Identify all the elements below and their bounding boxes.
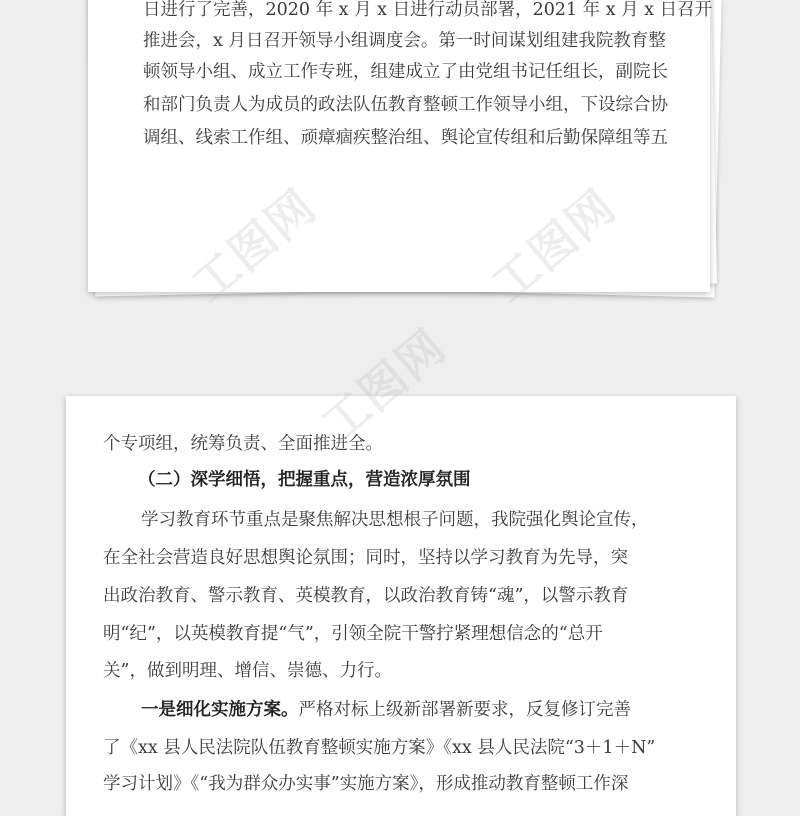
watermark-1: 工图网 xyxy=(181,178,327,313)
watermark-2: 工图网 xyxy=(481,178,627,313)
para1-line-2: 在全社会营造良好思想舆论氛围；同时，坚持以学习教育为先导，突 xyxy=(103,548,628,568)
para2-lead-rest: 严格对标上级新部署新要求，反复修订完善 xyxy=(298,700,631,720)
watermark-3: 工图网 xyxy=(311,318,457,453)
top-line-3: 顿领导小组、成立工作专班，组建成立了由党组书记任组长，副院长 xyxy=(143,62,668,82)
top-line-1: 日进行了完善，2020 年 x 月 x 日进行动员部署，2021 年 x 月 x 日召开 xyxy=(143,0,713,20)
para2-line-1 xyxy=(141,700,631,720)
top-line-5: 调组、线索工作组、顽瘴痼疾整治组、舆论宣传组和后勤保障组等五 xyxy=(143,128,668,148)
para2-line-2: 了《xx 县人民法院队伍教育整顿实施方案》《xx 县人民法院“3＋1＋N” xyxy=(103,738,656,758)
para1-line-3: 出政治教育、警示教育、英模教育，以政治教育铸“魂”，以警示教育 xyxy=(103,586,629,606)
section-heading: （二）深学细悟，把握重点，营造浓厚氛围 xyxy=(138,470,471,490)
para1-line-1: 学习教育环节重点是聚焦解决思想根子问题，我院强化舆论宣传， xyxy=(141,510,649,530)
top-line-4: 和部门负责人为成员的政法队伍教育整顿工作领导小组，下设综合协 xyxy=(143,95,668,115)
para2-bold-lead: 一是细化实施方案。 xyxy=(141,700,299,720)
para2-line-3: 学习计划》《“我为群众办实事”实施方案》，形成推动教育整顿工作深 xyxy=(103,774,629,794)
para1-line-5: 关”，做到明理、增信、崇德、力行。 xyxy=(103,661,392,681)
top-line-2: 推进会，x 月日召开领导小组调度会。第一时间谋划组建我院教育整 xyxy=(143,31,666,51)
para1-line-4: 明“纪”，以英模教育提“气”，引领全院干警拧紧理想信念的“总开 xyxy=(103,624,603,644)
bottom-line-1: 个专项组，统筹负责、全面推进全。 xyxy=(103,434,383,454)
